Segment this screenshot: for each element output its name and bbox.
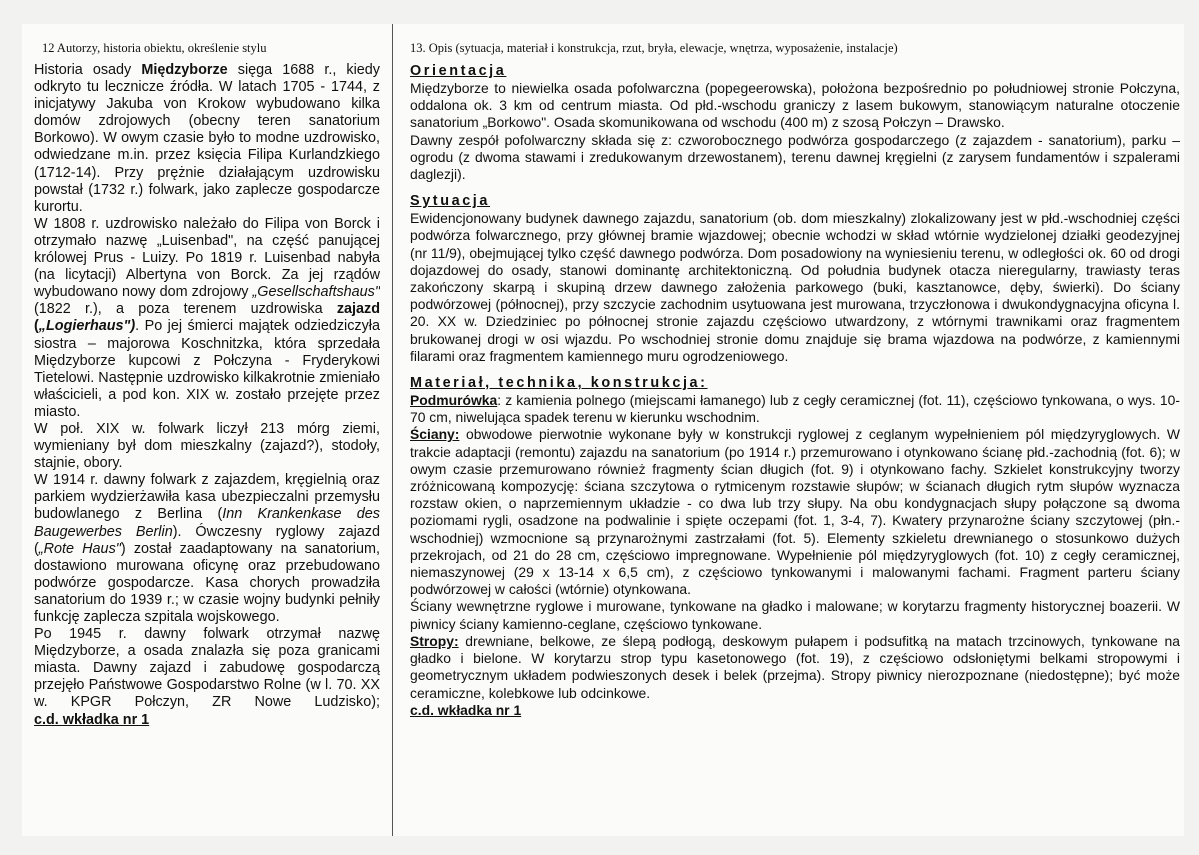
text-run: ( — [34, 318, 39, 335]
foundation-paragraph — [410, 392, 1180, 426]
text-run: Historia osady — [34, 62, 142, 78]
text-run: ) został zaadaptowany na sanatorium, dostawiono murowana oficynę oraz przebudowano podwórze gospodarcze. Kasa chorych prowadziła sanatorium do 1939 r.; w czasie wojny budynki pełniły funkcję zaplecza szpitala wojskowego. — [34, 540, 380, 625]
situation-paragraph: Ewidencjonowany budynek dawnego zajazdu, sanatorium (ob. dom mieszkalny) zlokalizowany jest w płd.-wschodniej części podwórza folwarcznego, przy głównej bramie wjazdowej; obecnie wchodzi w skład wtórnie wydzielonej działki geodezyjnej (nr 11/9), obejmującej tylko część dawnego podwórza. Dom posadowiony na wyniesieniu terenu, w odległości ok. 60 od drogi dojazdowej do osady, stanowi dominantę architektoniczną. Od południa budynek otacza nieregularny, trawiasty teras zakończony skarpą i skupiną drzew dawnego założenia parkowego (buki, kasztanowce, dęby, świerki). Do ściany podwórzowej (północnej), przy szczycie zachodnim usytuowana jest murowana, trzyczłonowa i dwukondygnacyjna oficyna l. 20. XX w. Dziedziniec po północnej stronie zajazdu częściowo utwardzony, z wtórnymi trawnikami oraz fragmentem brukowanej drogi w osi wjazdu. Po wschodniej stronie domu znajduje się brama wjazdowa na podwórze, z kamiennymi filarami oraz fragmentem kamiennego muru ogrodzeniowego. — [410, 210, 1180, 364]
material-text — [410, 392, 1180, 719]
continuation-note: c.d. wkładka nr 1 — [410, 701, 522, 718]
material-title: Materiał, technika, konstrukcja: — [410, 375, 708, 392]
text-run: W 1808 r. uzdrowisko należało do Filipa von Borck i otrzymało nazwę „Luisenbad", na część panującej królowej Prus - Luizy. Po 1819 r. Luisenbad nabyła (na licytacji) Albertyna von Borck. Za jej rządów wybudowano nowy dom zdrojowy — [34, 215, 380, 301]
situation-title: Sytuacja — [410, 193, 490, 210]
text-run: sięga 1688 r., kiedy odkryto tu lecznicze źródła. W latach 1705 - 1744, z inicjatywy Jakuba von Krokow wybudowano kilka domów zdrojowych (obecny teren sanatorium Borkowo). W owym czasie było to modne uzdrowisko, odwiedzane m.in. przez księcia Filipa Kurlandzkiego (1712-14). Przy prężnie działającym uzdrowisku powstał (1732 r.) folwark, jako zaplecze gospodarcze kurortu. — [34, 62, 380, 215]
foundation-label: Podmurówka — [410, 392, 498, 409]
name-bold-italic: „Logierhaus") — [38, 318, 136, 335]
name-italic: Inn Krankenkase des Baugewerbes Berlin — [34, 506, 380, 540]
left-column — [34, 24, 380, 836]
orientation-title: Orientacja — [410, 63, 507, 79]
text-run: W 1914 r. dawny folwark z zajazdem, kręgielnią oraz parkiem wydzierżawiła kasa ubezpieczalni przemysłu budowlanego z Berlina ( — [34, 472, 380, 523]
text-run: ). Ówczesny ryglowy zajazd ( — [34, 523, 380, 557]
text-run: drewniane, belkowe, ze ślepą podłogą, deskowym pułapem i podsufitką na matach trzcinowych, tynkowane na gładko i bielone. W korytarzu strop typu kasetonowego (fot. 19), z częściowo odsłoniętymi belkami stropowymi i geometrycznym układem podwieszonych desek i belek (przejma). Stropy piwnicy nierozpoznane (niedostępne); być może ceramiczne, kolebkowe lub odcinkowe. — [410, 632, 1180, 701]
orientation-paragraph-1: Międzyborze to niewielka osada pofolwarczna (popegeerowska), położona bezpośrednio po południowej stronie Połczyna, oddalona ok. 3 km od centrum miasta. Od płd.-wschodu graniczy z lasem bukowym, stanowiącym naturalne otoczenie sanatorium „Borkowo". Osada skomunikowana od wschodu (400 m) z szosą Połczyn – Drawsko. — [410, 80, 1180, 131]
place-name-bold: Międzyborze — [141, 62, 228, 78]
text-run: Po 1945 r. dawny folwark otrzymał nazwę Międzyborze, a osada znalazła się poza granicami miasta. Dawny zajazd i zabudowę gospodarczą przejęło Państwowe Gospodarstwo Rolne (w l. 70. XX w. KPGR Połczyn, ZR Nowe Ludzisko); — [34, 626, 380, 711]
history-paragraph-3: W poł. XIX w. folwark liczył 213 mórg ziemi, wymieniany był dom mieszkalny (zajazd?), stodoły, stajnie, obory. — [34, 420, 380, 472]
document-sheet — [22, 24, 1184, 836]
spacer — [410, 365, 1180, 374]
keyword-bold: zajazd — [336, 301, 380, 318]
orientation-text — [410, 80, 1180, 183]
history-paragraph-2 — [34, 216, 380, 421]
name-italic: „Gesellschaftshaus" — [252, 284, 380, 301]
situation-text — [410, 210, 1180, 365]
orientation-paragraph-2: Dawny zespół pofolwarczny składa się z: czworobocznego podwórza gospodarczego (z zajazdem - sanatorium), parku – ogrodu (z dwoma stawami i zredukowanym drzewostanem), terenu dawnej kręgielni (z zarysem fundamentów i szpalerami daglezji). — [410, 131, 1180, 183]
continuation-paragraph — [410, 702, 1180, 719]
right-column — [410, 24, 1180, 836]
walls-label: Ściany: — [410, 426, 460, 443]
column-divider — [392, 24, 393, 836]
text-run: : z kamienia polnego (miejscami łamanego) lub z cegły ceramicznej (fot. 11), częściowo tynkowana, o wys. 10-70 cm, niwelująca spadek terenu w kierunku wschodnim. — [410, 392, 1180, 426]
history-paragraph-4 — [34, 472, 380, 626]
history-paragraph-1 — [34, 62, 380, 216]
name-italic: „Rote Haus" — [38, 540, 121, 557]
section-12-heading: 12 Autorzy, historia obiektu, określenie stylu — [42, 41, 267, 55]
history-text — [34, 62, 380, 729]
ceilings-paragraph — [410, 633, 1180, 702]
section-13-heading: 13. Opis (sytuacja, materiał i konstrukcja, rzut, bryła, elewacje, wnętrza, wyposażenie, instalacje) — [410, 41, 898, 55]
text-run: obwodowe pierwotnie wykonane były w konstrukcji ryglowej z ceglanym wypełnieniem pól międzyryglowych. W trakcie adaptacji (remontu) zajazdu na sanatorium (po 1914 r.) przemurowano i otynkowano ścianę płd.-zachodnią (fot. 6); w owym czasie przemurowano również fragmenty ścian długich (fot. 9) i otynkowano fachy. Szkielet konstrukcyjny tworzy zróżnicowaną kompozycję: ściana szczytowa o rytmicenym rozstawie słupów; w ścianach długich rytm słupów wyznacza rozstaw okien, o naprzemiennym układzie - co dwa lub trzy słupy. Na obu kondygnacjach słupy połączone są dwoma poziomami rygli, osadzone na podwalinie i spięte oczepami (fot. 1, 3-4, 7). Kwatery przynarożne ściany szczytowej (płn.-wschodniej) wzmocnione są przynarożnymi zastrzałami (fot. 5). Elementy szkieletu drewnianego o stosunkowo dużych przekrojach, od 21 do 28 cm, częściowo impregnowane. Wypełnienie pól międzyryglowych (fot. 10) z cegły ceramicznej, niemaszynowej (29 x 13-14 x 6,5 cm), z częściowo tynkowanymi i malowanymi fachami. Fragment parteru ściany podwórzowej w całości (wtórnie) otynkowana. — [410, 426, 1180, 598]
continuation-note: c.d. wkładka nr 1 — [34, 711, 150, 728]
text-run: . Po jej śmierci majątek odziedziczyła siostra – majorowa Koschnitzka, która sprzedała Międzyborze kupcowi z Połczyna - Fryderykowi Tietelowi. Następnie uzdrowisko kilkakrotnie zmieniało właścicieli, a pod kon. XIX w. zostało przejęte przez miasto. — [34, 318, 380, 420]
inner-walls-paragraph: Ściany wewnętrzne ryglowe i murowane, tynkowane na gładko i malowane; w korytarzu fragmenty historycznej boazerii. W piwnicy ściany kamienno-ceglane, częściowo tynkowane. — [410, 598, 1180, 632]
ceilings-label: Stropy: — [410, 632, 459, 649]
spacer — [410, 183, 1180, 192]
walls-paragraph — [410, 426, 1180, 598]
history-paragraph-5 — [34, 626, 380, 729]
text-run: (1822 r.), a poza terenem uzdrowiska — [34, 301, 337, 318]
